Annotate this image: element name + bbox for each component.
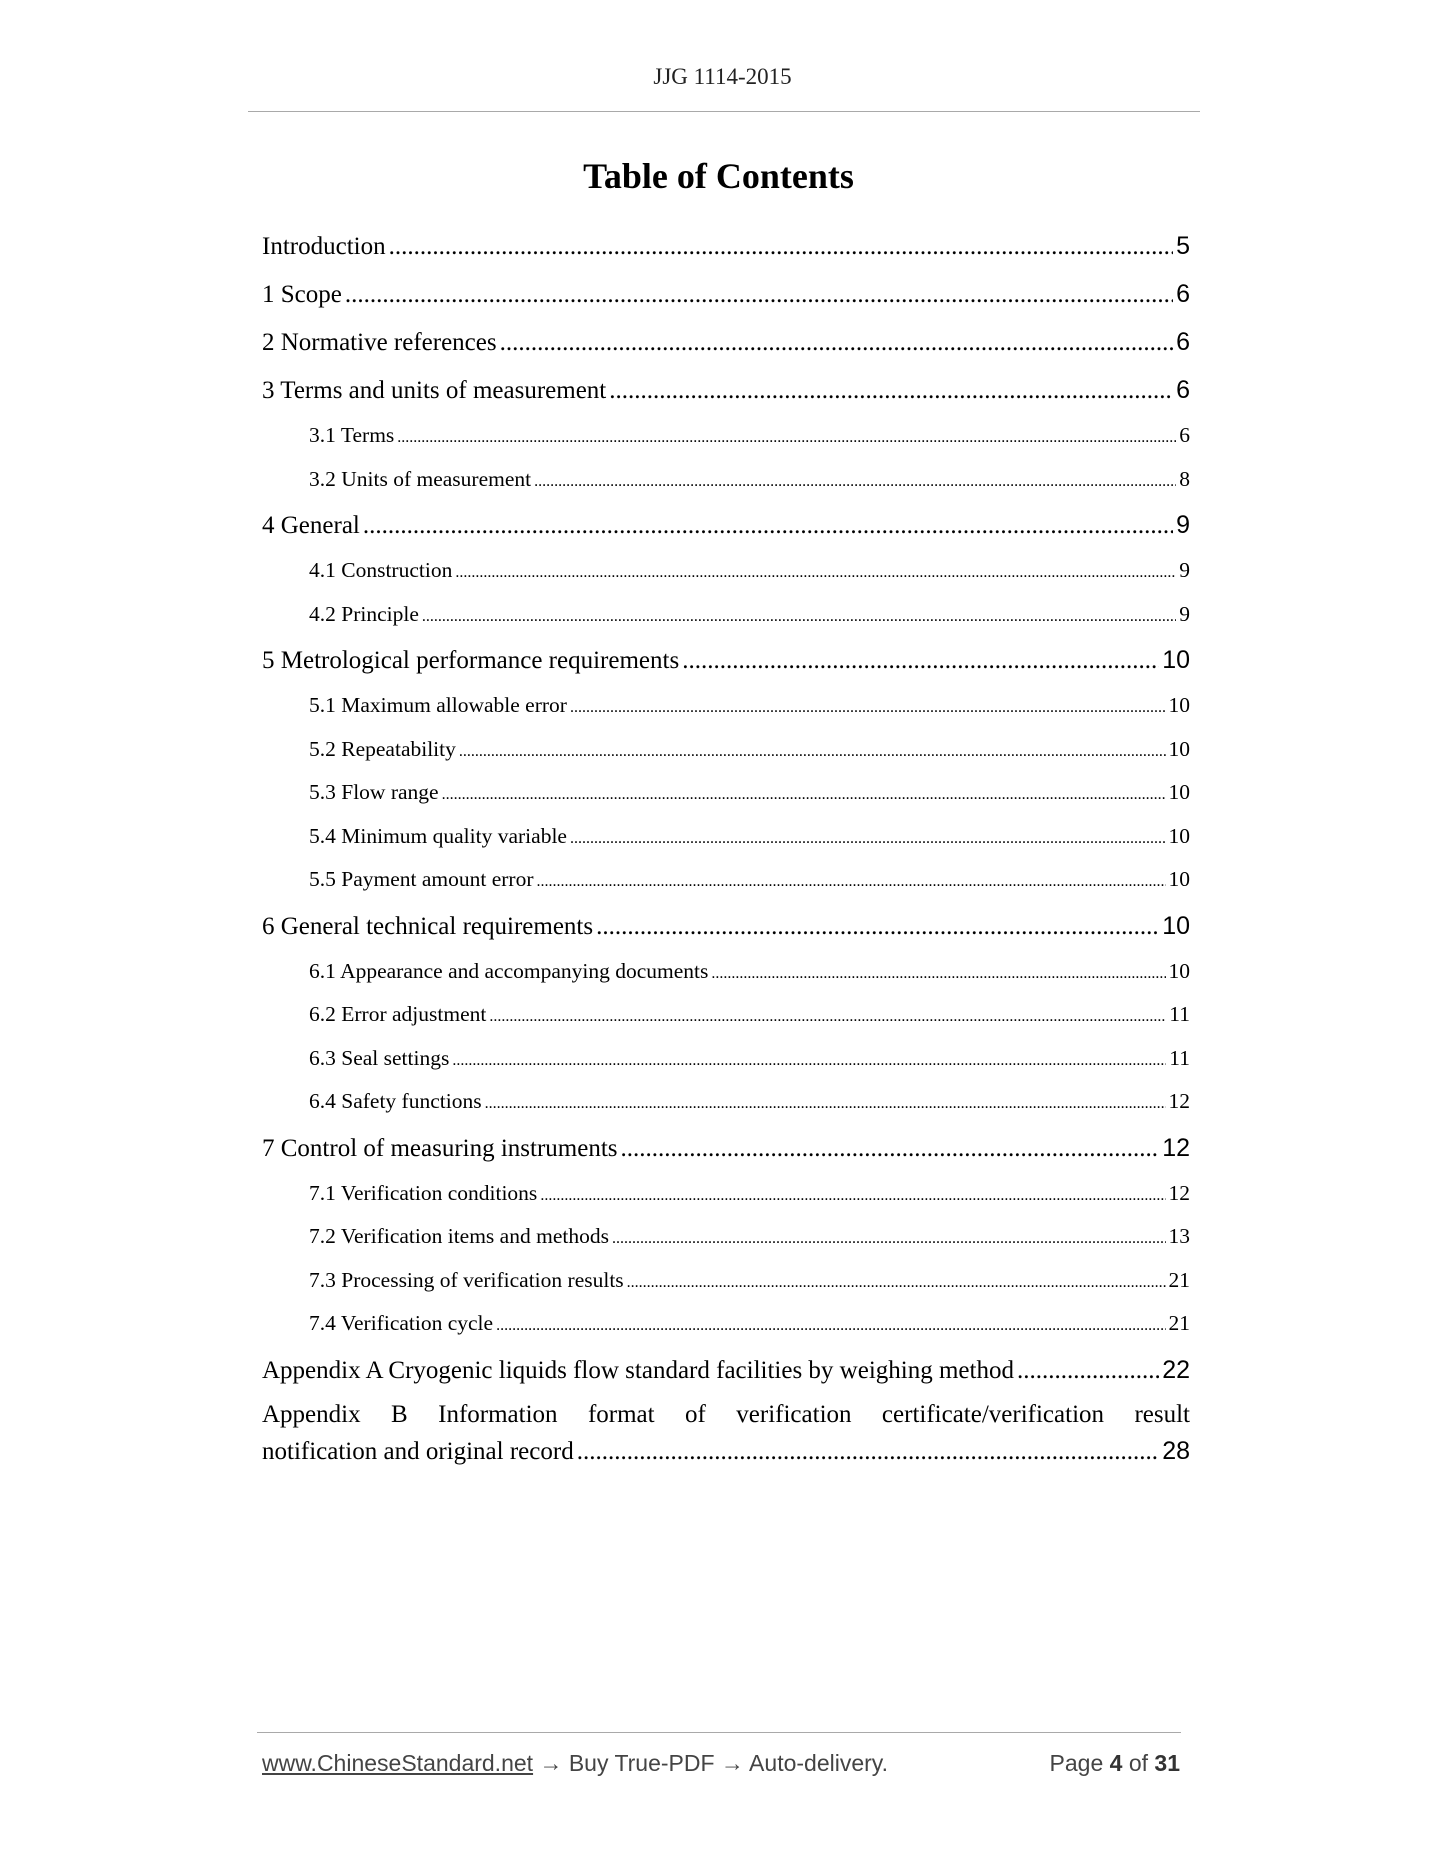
table-of-contents: [262, 222, 1190, 1469]
toc-entry-page: 10: [1168, 867, 1190, 891]
toc-entry[interactable]: [262, 501, 1190, 549]
page-word: Page: [1049, 1750, 1104, 1776]
toc-entry-label: 7.4 Verification cycle: [309, 1311, 494, 1335]
toc-entry-label: 6.3 Seal settings: [309, 1045, 450, 1070]
page-current: 4: [1109, 1750, 1123, 1776]
toc-entry-label: 5.4 Minimum quality variable: [309, 823, 567, 848]
toc-entry-page: 6: [1176, 280, 1190, 308]
toc-title: Table of Contents: [583, 156, 854, 196]
toc-entry-page: 10: [1168, 823, 1190, 848]
dot-leader: [452, 1039, 1166, 1083]
toc-entry-page: 9: [1179, 558, 1190, 582]
toc-entry[interactable]: [262, 993, 1190, 1037]
dot-leader: [485, 1082, 1166, 1126]
toc-entry-label: 1 Scope: [262, 281, 342, 308]
toc-entry[interactable]: [262, 636, 1190, 684]
toc-entry[interactable]: [262, 270, 1190, 318]
footer-promo-text: → Buy True-PDF → Auto-delivery.: [533, 1750, 888, 1776]
toc-entry-page: 22: [1162, 1355, 1190, 1384]
toc-entry-label: 7.2 Verification items and methods: [309, 1224, 609, 1248]
dot-leader: [496, 1304, 1165, 1348]
toc-entry-page: 6: [1176, 328, 1190, 356]
toc-entry[interactable]: [262, 458, 1190, 502]
toc-entry[interactable]: [262, 1037, 1190, 1081]
dot-leader: [489, 995, 1166, 1039]
footer-divider: [257, 1732, 1181, 1733]
dot-leader: [1017, 1347, 1159, 1395]
toc-entry-label: 5.1 Maximum allowable error: [309, 693, 567, 717]
toc-entry-page: 5: [1176, 232, 1190, 260]
toc-entry-page: 10: [1162, 911, 1190, 940]
toc-entry-label: 7 Control of measuring instruments: [262, 1134, 618, 1162]
dot-leader: [682, 637, 1159, 685]
toc-entry-label: 4.2 Principle: [309, 601, 419, 626]
toc-entry[interactable]: [262, 815, 1190, 859]
toc-entry-page: 28: [1162, 1436, 1190, 1465]
toc-entry-label: 4.1 Construction: [309, 558, 453, 582]
document-code-header: JJG 1114-2015: [653, 64, 792, 89]
toc-entry-page: 11: [1169, 1002, 1190, 1026]
toc-entry-label: 6.1 Appearance and accompanying documents: [309, 958, 709, 983]
toc-entry-label: 4 General: [262, 512, 360, 539]
toc-entries: [262, 222, 1190, 1394]
toc-entry[interactable]: [262, 1124, 1190, 1172]
toc-entry[interactable]: [262, 414, 1190, 458]
toc-entry-label: 3.2 Units of measurement: [309, 466, 532, 491]
dot-leader: [570, 686, 1166, 730]
toc-entry-page: 21: [1168, 1311, 1190, 1335]
toc-entry-page: 10: [1168, 958, 1190, 983]
toc-entry-label: Appendix A Cryogenic liquids flow standard facilities by weighing method: [262, 1356, 1014, 1384]
toc-entry[interactable]: [262, 222, 1190, 270]
toc-entry[interactable]: [262, 318, 1190, 366]
toc-entry-page: 10: [1162, 646, 1190, 674]
dot-leader: [397, 416, 1176, 460]
page-total: 31: [1154, 1750, 1180, 1776]
dot-leader: [621, 1125, 1160, 1173]
toc-entry-page: 10: [1168, 780, 1190, 804]
website-link[interactable]: www.ChineseStandard.net: [262, 1750, 534, 1776]
toc-entry-label: 5.3 Flow range: [309, 780, 439, 804]
toc-entry[interactable]: [262, 1346, 1190, 1394]
dot-leader: [577, 1434, 1159, 1470]
dot-leader: [345, 271, 1173, 319]
dot-leader: [612, 1217, 1166, 1261]
dot-leader: [711, 952, 1165, 996]
dot-leader: [455, 551, 1176, 595]
toc-entry[interactable]: [262, 1259, 1190, 1303]
dot-leader: [422, 595, 1176, 639]
dot-leader: [609, 367, 1173, 415]
toc-entry-page: 8: [1179, 466, 1190, 491]
toc-entry-label: 7.1 Verification conditions: [309, 1180, 538, 1205]
page-of: of: [1128, 1750, 1149, 1776]
toc-entry-label: 6 General technical requirements: [262, 912, 594, 940]
toc-entry-page: 12: [1168, 1180, 1190, 1205]
toc-entry-page: 21: [1168, 1267, 1190, 1292]
toc-entry[interactable]: [262, 950, 1190, 994]
toc-entry-page: 10: [1168, 736, 1190, 761]
footer: [262, 1750, 1180, 1777]
toc-entry[interactable]: [262, 1215, 1190, 1259]
toc-entry[interactable]: [262, 728, 1190, 772]
toc-entry-label: 5 Metrological performance requirements: [262, 647, 680, 674]
toc-entry-label: 2 Normative references: [262, 329, 497, 356]
dot-leader: [442, 773, 1166, 817]
toc-entry-label: Appendix B Information format of verification certificate/verification result: [262, 1400, 1190, 1428]
toc-entry[interactable]: [262, 684, 1190, 728]
toc-entry[interactable]: [262, 549, 1190, 593]
toc-entry[interactable]: [262, 771, 1190, 815]
dot-leader: [363, 502, 1173, 550]
toc-entry[interactable]: [262, 1172, 1190, 1216]
toc-entry-label: 6.4 Safety functions: [309, 1089, 482, 1113]
toc-entry-label: 3 Terms and units of measurement: [262, 377, 607, 404]
dot-leader: [537, 860, 1166, 904]
toc-entry-page: 9: [1179, 601, 1190, 626]
toc-entry-page: 10: [1168, 693, 1190, 717]
dot-leader: [570, 817, 1166, 861]
toc-entry-label-continued: notification and original record: [262, 1437, 574, 1465]
toc-entry-label: 5.5 Payment amount error: [309, 867, 534, 891]
toc-entry-appendix-b[interactable]: [262, 1397, 1190, 1469]
toc-entry[interactable]: [262, 366, 1190, 414]
toc-entry-page: 13: [1168, 1224, 1190, 1248]
toc-entry-label: 6.2 Error adjustment: [309, 1002, 487, 1026]
dot-leader: [500, 319, 1173, 367]
toc-entry-page: 12: [1162, 1133, 1190, 1162]
dot-leader: [459, 730, 1166, 774]
toc-entry-page: 12: [1168, 1089, 1190, 1113]
dot-leader: [534, 460, 1176, 504]
header-divider: [248, 111, 1200, 112]
toc-entry-label: 7.3 Processing of verification results: [309, 1267, 624, 1292]
dot-leader: [389, 223, 1174, 271]
toc-entry-page: 6: [1176, 376, 1190, 404]
dot-leader: [596, 903, 1159, 951]
toc-entry-label: 5.2 Repeatability: [309, 736, 456, 761]
dot-leader: [627, 1261, 1166, 1305]
toc-entry[interactable]: [262, 902, 1190, 950]
toc-entry-page: 11: [1169, 1045, 1190, 1070]
toc-entry[interactable]: [262, 593, 1190, 637]
toc-entry-label: Introduction: [262, 233, 386, 260]
toc-entry[interactable]: [262, 1302, 1190, 1346]
page-indicator: [1050, 1750, 1180, 1777]
toc-entry[interactable]: [262, 858, 1190, 902]
toc-entry-label: 3.1 Terms: [309, 423, 395, 447]
toc-entry-page: 6: [1179, 423, 1190, 447]
dot-leader: [540, 1174, 1165, 1218]
toc-entry-page: 9: [1176, 511, 1190, 539]
toc-entry[interactable]: [262, 1080, 1190, 1124]
